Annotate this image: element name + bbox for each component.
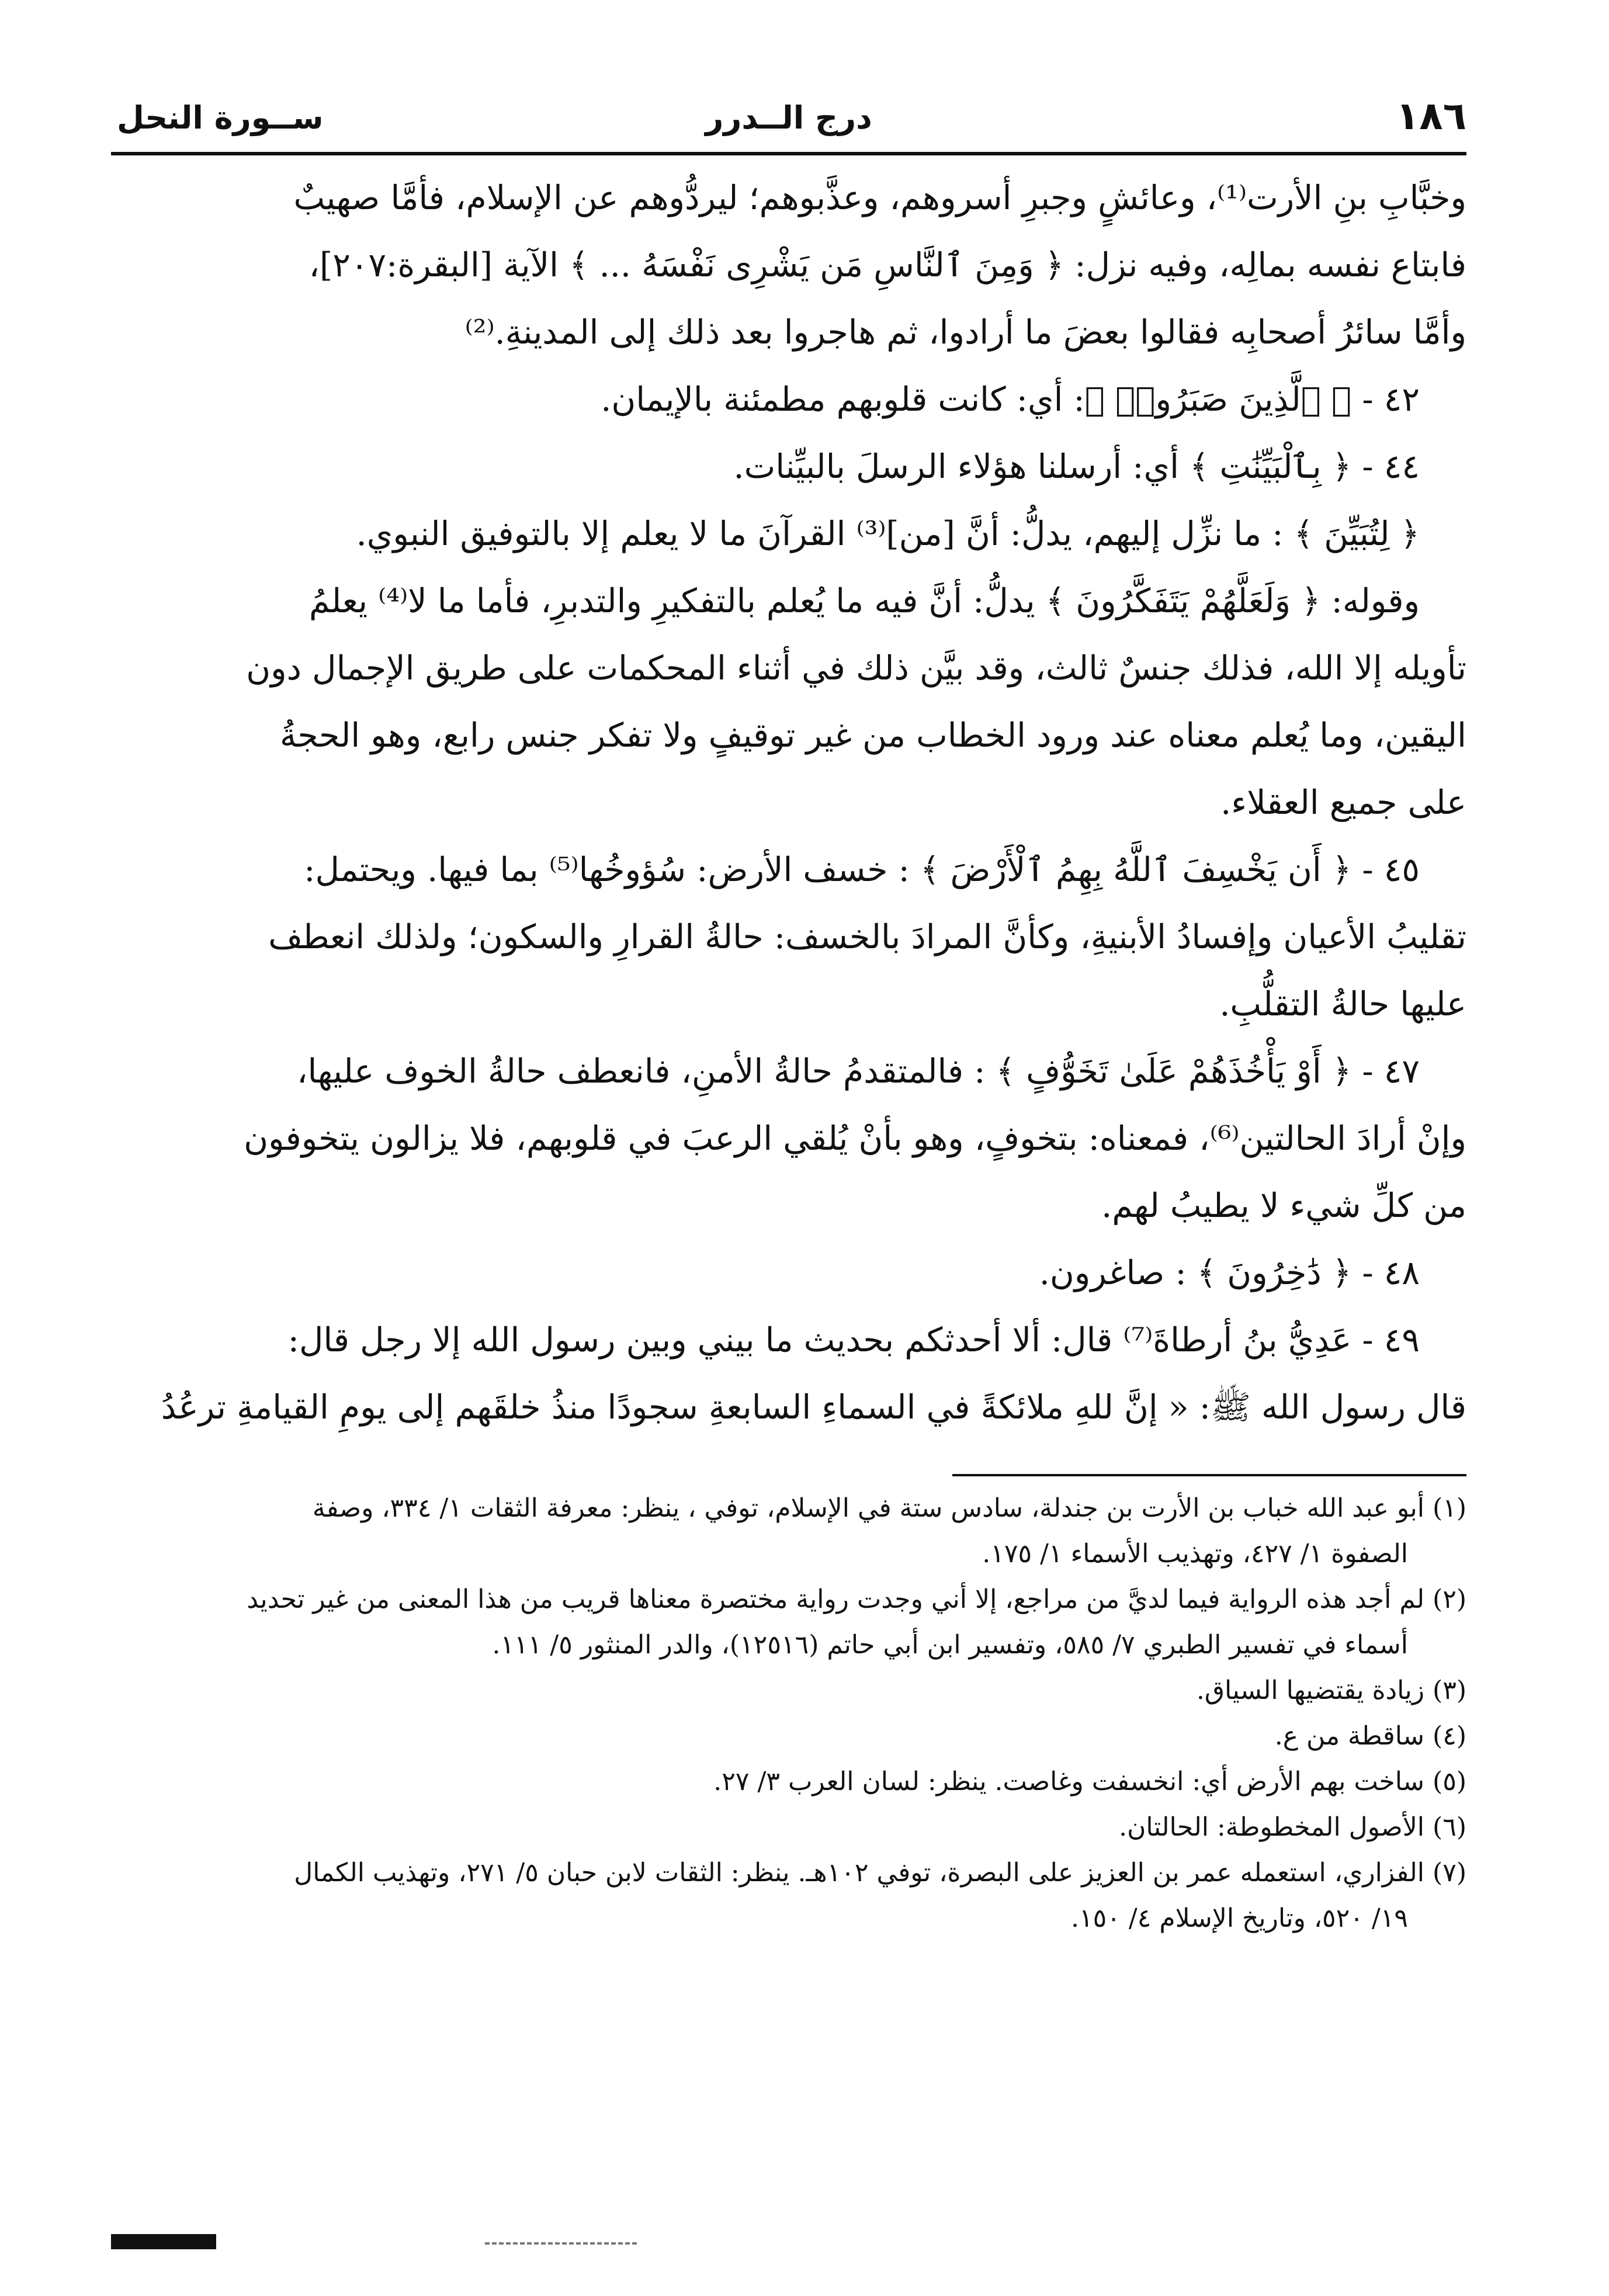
footnote-line: (٤) ساقطة من ع. [1274,1721,1466,1751]
footnote-line: (١) أبو عبد الله خباب بن الأرت بن جندلة، سادس ستة في الإسلام، توفي ، ينظر: معرفة الثقات ١/ ٣٣٤، وصفة [312,1493,1466,1523]
footnote-line: الصفوة ١/ ٤٢٧، وتهذيب الأسماء ١/ ١٧٥. [982,1539,1408,1569]
footnote-line: أسماء في تفسير الطبري ٧/ ٥٨٥، وتفسير ابن أبي حاتم (١٢٥١٦)، والدر المنثور ٥/ ١١١. [492,1630,1408,1660]
text-line: من كلِّ شيء لا يطيبُ لهم. [1101,1187,1466,1225]
surah-title: ســورة النحل [117,99,324,136]
text-line: فابتاع نفسه بمالِه، وفيه نزل: ﴿ وَمِنَ ٱلنَّاسِ مَن يَشْرِى نَفْسَهُ ... ﴾ الآية [البقرة:٢٠٧]، [308,246,1466,285]
page-bottom-mark [485,2242,637,2245]
book-page [111,88,1466,2249]
text-line: ٤٧ - ﴿ أَوْ يَأْخُذَهُمْ عَلَىٰ تَخَوُّفٍ ﴾ : فالمتقدمُ حالةُ الأمنِ، فانعطف حالةُ الخوف عليها، [297,1052,1420,1091]
footnotes [111,1486,1466,1941]
footnote-line: ١٩/ ٥٢٠، وتاريخ الإسلام ٤/ ١٥٠. [1071,1903,1408,1933]
text-line: ٤٥ - ﴿ أَن يَخْسِفَ ٱللَّهُ بِهِمُ ٱلْأَرْضَ ﴾ : خسف الأرض: سُؤوخُها⁽⁵⁾ بما فيها. ويحتمل: [304,851,1420,889]
main-text [111,165,1466,1441]
text-line: ٤٩ - عَدِيُّ بنُ أرطاةَ⁽⁷⁾ قال: ألا أحدثكم بحديث ما بيني وبين رسول الله إلا رجل قال: [287,1321,1420,1359]
text-line: عليها حالةُ التقلُّبِ. [1219,985,1466,1024]
text-line: ٤٤ - ﴿ بِٱلْبَيِّنَٰتِ ﴾ أي: أرسلنا هؤلاء الرسلَ بالبيِّنات. [733,448,1420,486]
footnote-line: (٦) الأصول المخطوطة: الحالتان. [1119,1812,1466,1842]
page-header [111,88,1466,155]
text-line: قال رسول الله ﷺ: « إنَّ للهِ ملائكةً في السماءِ السابعةِ سجودًا منذُ خلقَهم إلى يومِ القيامةِ ترعُدُ [161,1388,1466,1427]
footnote-line: (٥) ساخت بهم الأرض أي: انخسفت وغاصت. ينظر: لسان العرب ٣/ ٢٧. [713,1767,1466,1796]
text-line: ٤٢ - ﴿ ٱلَّذِينَ صَبَرُوا۟ ﴾: أي: كانت قلوبهم مطمئنة بالإيمان. [601,380,1420,419]
text-line: اليقين، وما يُعلم معناه عند ورود الخطاب من غير توقيفٍ ولا تفكر جنس رابع، وهو الحجةُ [279,716,1466,755]
text-line: على جميع العقلاء. [1220,783,1466,822]
text-line: وأمَّا سائرُ أصحابِه فقالوا بعضَ ما أرادوا، ثم هاجروا بعد ذلك إلى المدينةِ.⁽²⁾ [464,313,1466,352]
page-edge-mark [111,2234,216,2249]
footnote-divider [952,1474,1466,1476]
text-line: تقليبُ الأعيان وإفسادُ الأبنيةِ، وكأنَّ المرادَ بالخسف: حالةُ القرارِ والسكون؛ ولذلك انعطف [268,918,1466,956]
footnote-line: (٢) لم أجد هذه الرواية فيما لديَّ من مراجع، إلا أني وجدت رواية مختصرة معناها قريب من هذا المعنى من غير تحديد [247,1584,1466,1614]
text-line: ﴿ لِتُبَيِّنَ ﴾ : ما نزِّل إليهم، يدلُّ: أنَّ [من]⁽³⁾ القرآنَ ما لا يعلم إلا بالتوفيق النبوي. [356,515,1420,553]
footnote-line: (٧) الفزاري، استعمله عمر بن العزيز على البصرة، توفي ١٠٢هـ. ينظر: الثقات لابن حبان ٥/ ٢٧١، وتهذيب الكمال [294,1858,1466,1888]
footnote-line: (٣) زيادة يقتضيها السياق. [1196,1676,1466,1705]
text-line: وقوله: ﴿ وَلَعَلَّهُمْ يَتَفَكَّرُونَ ﴾ يدلُّ: أنَّ فيه ما يُعلم بالتفكيرِ والتدبرِ، فأما ما لا⁽⁴⁾ يعلمُ [308,582,1420,620]
page-number: ١٨٦ [1396,93,1466,138]
text-line: وإنْ أرادَ الحالتين⁽⁶⁾، فمعناه: بتخوفٍ، وهو بأنْ يُلقي الرعبَ في قلوبهم، فلا يزالون يتخوفون [244,1119,1466,1158]
text-line: ٤٨ - ﴿ دَٰخِرُونَ ﴾ : صاغرون. [1039,1254,1420,1292]
text-line: تأويله إلا الله، فذلك جنسٌ ثالث، وقد بيَّن ذلك في أثناء المحكمات على طريق الإجمال دون [246,649,1466,688]
text-line: وخبَّابِ بنِ الأرت⁽¹⁾، وعائشٍ وجبرِ أسروهم، وعذَّبوهم؛ ليردُّوهم عن الإسلام، فأمَّا صهيبٌ [293,179,1466,217]
book-title: درج الــدرر [705,99,872,136]
